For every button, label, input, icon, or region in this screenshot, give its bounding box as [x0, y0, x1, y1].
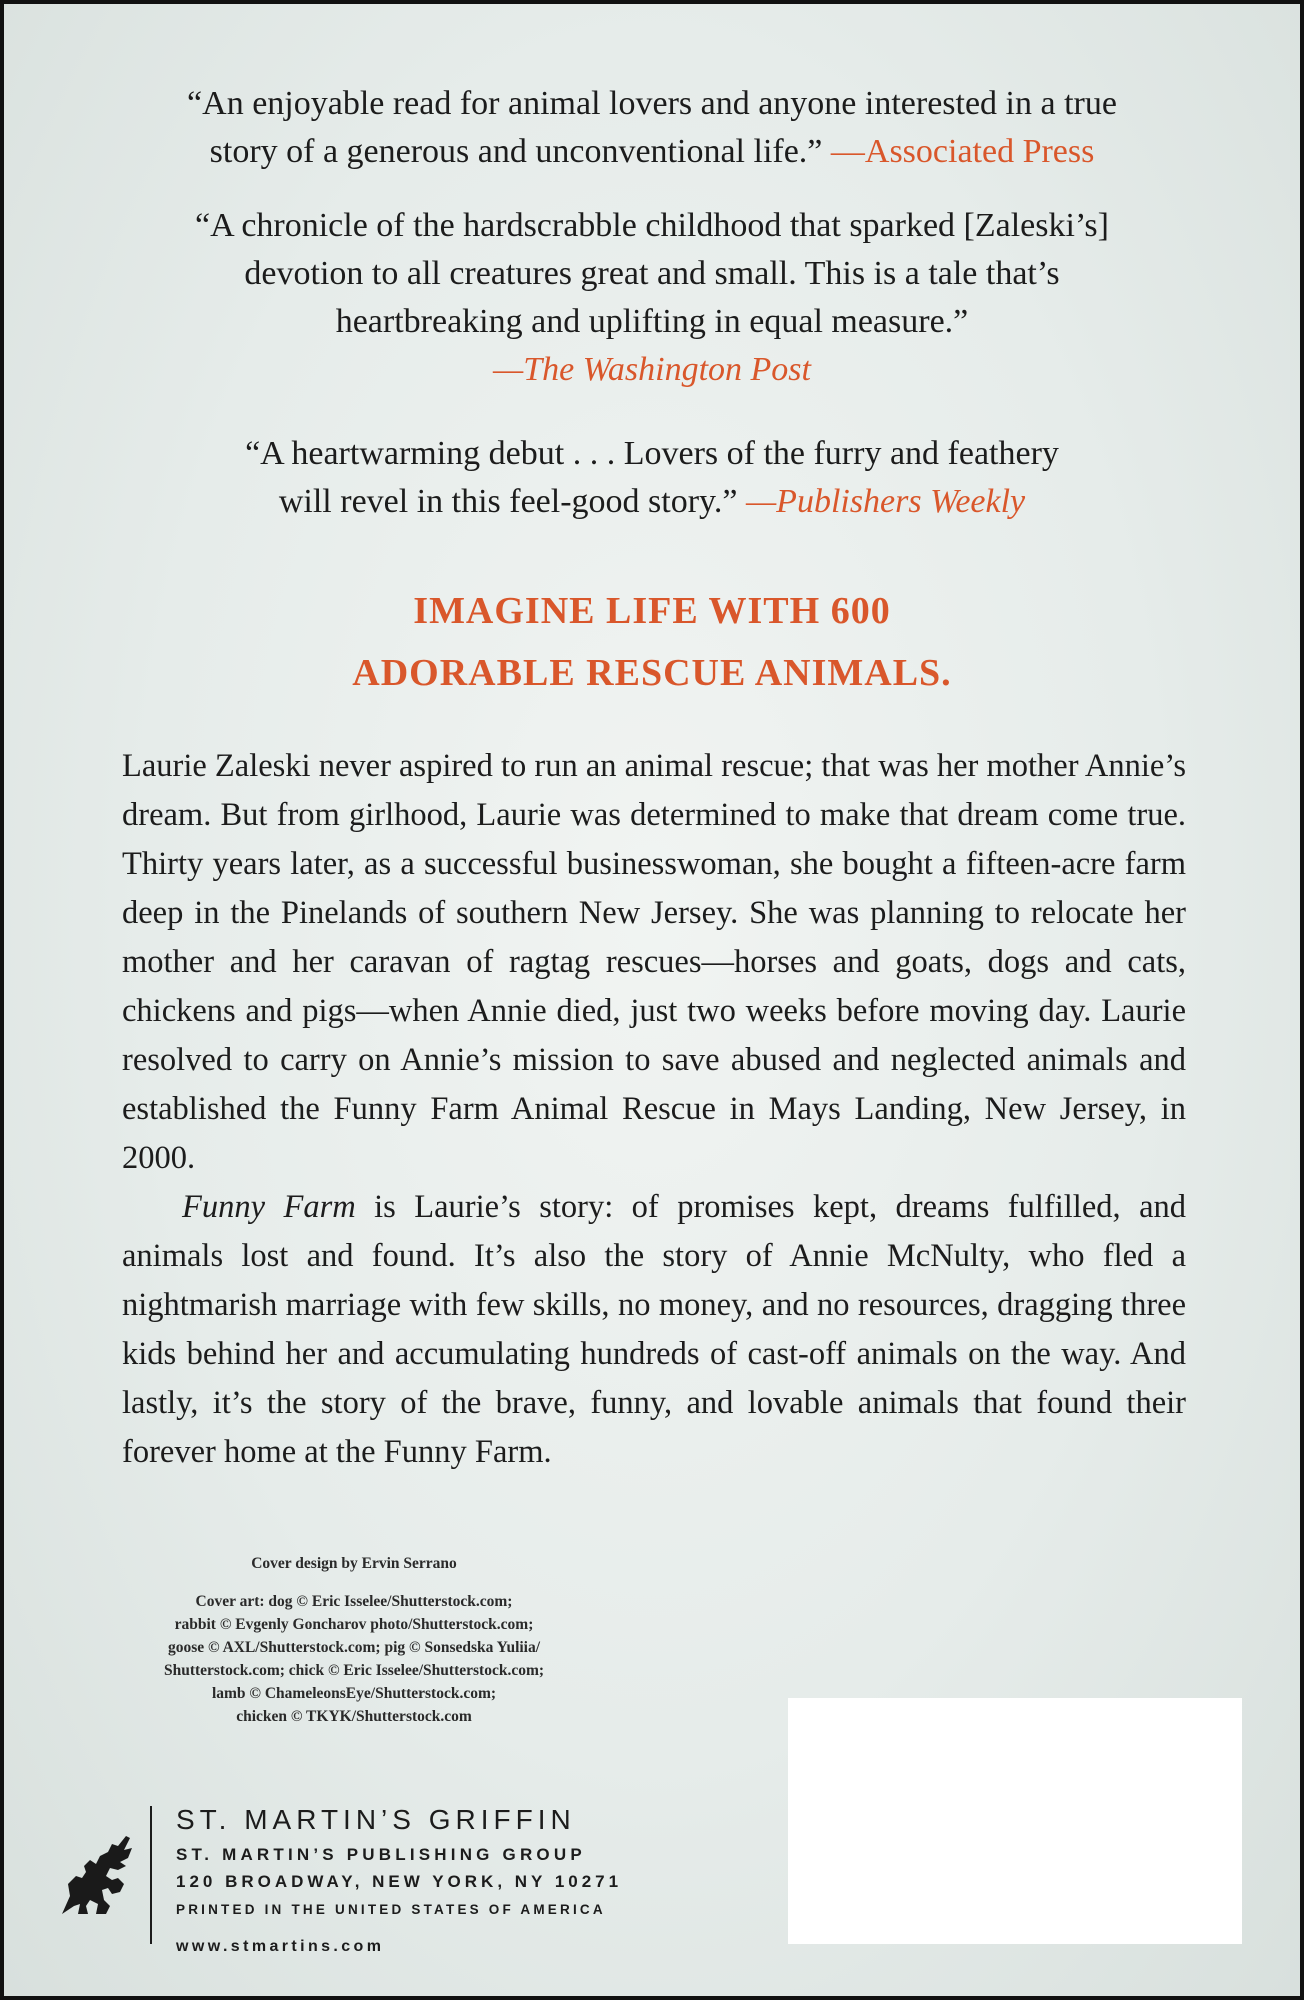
- publisher-address: 120 BROADWAY, NEW YORK, NY 10271: [176, 1872, 623, 1891]
- credit-line: Shutterstock.com; chick © Eric Isselee/Shutterstock.com;: [163, 1662, 545, 1679]
- barcode-area: [788, 1698, 1242, 1944]
- quote-line: heartbreaking and uplifting in equal measure.”: [335, 303, 969, 340]
- cover-design-credit: Cover design by Ervin Serrano: [251, 1555, 457, 1572]
- publisher-website: www.stmartins.com: [176, 1938, 385, 1955]
- book-title: Funny Farm: [182, 1189, 356, 1225]
- quote-text: story of a generous and unconventional life.”: [209, 133, 823, 170]
- quote-line: devotion to all creatures great and small. This is a tale that’s: [244, 255, 1060, 292]
- description-text: is Laurie’s story: of promises kept, dreams fulfilled, and animals lost and found. It’s also the story of Annie McNulty, who fled a nightmarish marriage with few skills, no money, and no resources, dragging three kids behind her and accumulating hundreds of cast-off animals on the way. And lastly, it’s the story of the brave, funny, and lovable animals that found their forever home at the Funny Farm.: [122, 1189, 1186, 1470]
- book-description: [122, 742, 1186, 1477]
- quote-line: “A heartwarming debut . . . Lovers of the furry and feathery: [245, 435, 1059, 472]
- divider-line: [150, 1806, 152, 1944]
- credit-line: goose © AXL/Shutterstock.com; pig © Sonsedska Yuliia/: [167, 1639, 541, 1656]
- quote-line: [114, 128, 1190, 176]
- description-paragraph: Laurie Zaleski never aspired to run an animal rescue; that was her mother Annie’s dream. But from girlhood, Laurie was determined to make that dream come true. Thirty years later, as a successful businesswoman, she bought a fifteen-acre farm deep in the Pinelands of southern New Jersey. She was planning to relocate her mother and her caravan of ragtag rescues—horses and goats, dogs and cats, chickens and pigs—when Annie died, just two weeks before moving day. Laurie resolved to carry on Annie’s mission to save abused and neglected animals and established the Funny Farm Animal Rescue in Mays Landing, New Jersey, in 2000.: [122, 748, 1186, 1176]
- review-quote-washington-post: [114, 202, 1190, 394]
- griffin-logo-svg: [56, 1826, 136, 1918]
- credit-line: rabbit © Evgenly Goncharov photo/Shutterstock.com;: [174, 1616, 534, 1633]
- credit-line: lamb © ChameleonsEye/Shutterstock.com;: [211, 1685, 497, 1702]
- quote-line: “An enjoyable read for animal lovers and anyone interested in a true: [187, 85, 1117, 122]
- quote-attribution: —The Washington Post: [492, 351, 811, 388]
- quote-attribution: —Associated Press: [830, 133, 1095, 170]
- griffin-logo-icon: [56, 1826, 136, 1918]
- back-cover: [4, 4, 1300, 1996]
- quote-attribution: —Publishers Weekly: [745, 483, 1026, 520]
- quote-line: [114, 478, 1190, 526]
- publisher-name: ST. MARTIN’S GRIFFIN: [176, 1804, 576, 1835]
- quote-line: “A chronicle of the hardscrabble childhood that sparked [Zaleski’s]: [195, 207, 1109, 244]
- headline-line: IMAGINE LIFE WITH 600: [413, 590, 891, 632]
- headline: [114, 580, 1190, 704]
- review-quote-associated-press: [114, 80, 1190, 176]
- cover-art-credits: [104, 1590, 604, 1728]
- description-paragraph: [122, 1183, 1186, 1477]
- review-quote-publishers-weekly: [114, 430, 1190, 526]
- credit-line: Cover art: dog © Eric Isselee/Shutterstock.com;: [195, 1593, 513, 1610]
- publisher-group: ST. MARTIN’S PUBLISHING GROUP: [176, 1845, 586, 1864]
- quote-text: will revel in this feel-good story.”: [278, 483, 738, 520]
- publisher-imprint: [176, 1800, 736, 1964]
- credit-line: chicken © TKYK/Shutterstock.com: [236, 1708, 472, 1725]
- printed-in-notice: PRINTED IN THE UNITED STATES OF AMERICA: [176, 1902, 606, 1917]
- headline-line: ADORABLE RESCUE ANIMALS.: [352, 652, 952, 694]
